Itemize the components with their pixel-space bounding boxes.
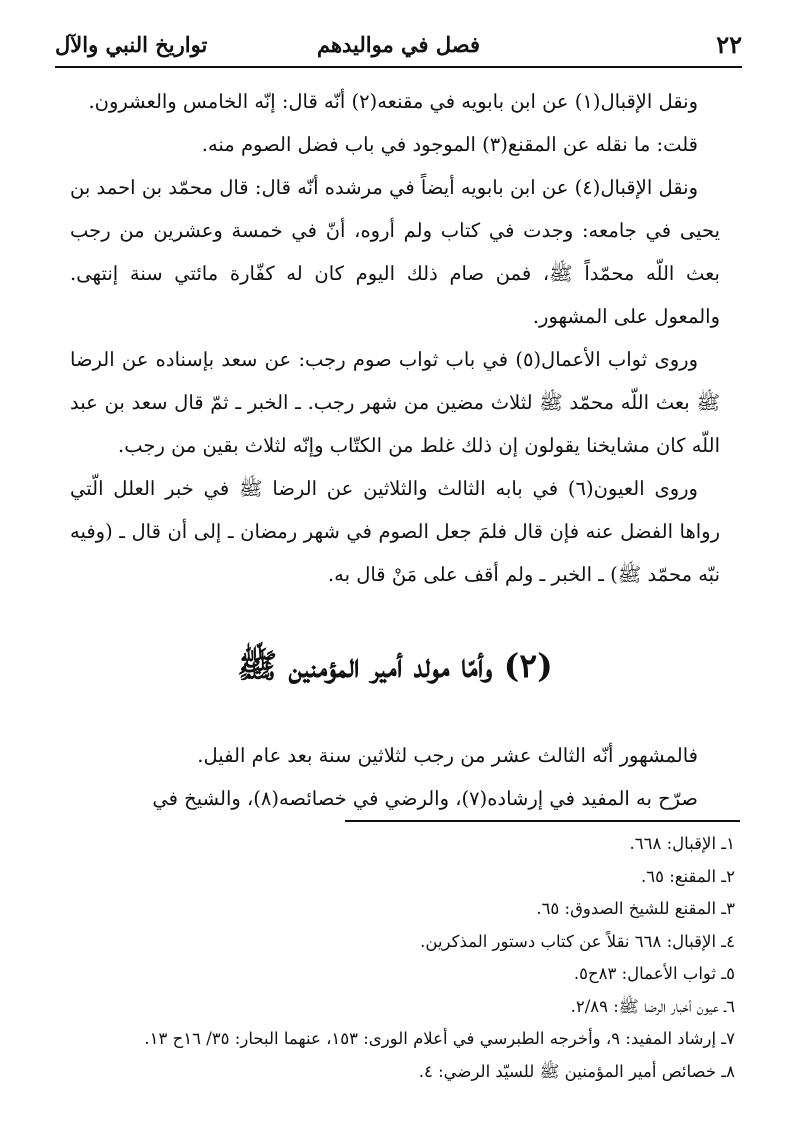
- footnote: ٧ـ إرشاد المفيد: ٩، وأخرجه الطبرسي في أعلام الورى: ١٥٣، عنهما البحار: ٣٥/ ١٦ح ١٣.: [144, 1029, 735, 1048]
- page-header: [55, 30, 742, 68]
- paragraph: ونقل الإقبال(٤) عن ابن بابويه أيضاً في مرشده أنّه قال: قال محمّد بن احمد بن يحيى في جامعه: وجدت في كتاب ولم أروه، أنّ في خمسة وعشرين من رجب بعث اللّه محمّداً ﷺ، فمن صام ذلك اليوم كان له كفّارة مائتي سنة إنتهى. والمعول على المشهور.: [70, 176, 720, 328]
- footnote: ٥ـ ثواب الأعمال: ٨٣ح٥.: [573, 964, 735, 983]
- footnote-divider: [345, 820, 740, 822]
- paragraph: فالمشهور أنّه الثالث عشر من رجب لثلاثين سنة بعد عام الفيل.: [197, 744, 698, 767]
- footnote: ١ـ الإقبال: ٦٦٨.: [629, 834, 735, 853]
- footnotes: [70, 828, 735, 1088]
- section-heading: (٢) وأمّا مولد أمير المؤمنين ﷺ: [237, 646, 553, 685]
- footnote: ٤ـ الإقبال: ٦٦٨ نقلاً عن كتاب دستور المذكرين.: [420, 931, 735, 951]
- book-title: تواريخ النبي والآل: [55, 32, 208, 57]
- paragraph: وروى العيون(٦) في بابه الثالث والثلاثين عن الرضا ﷺ في خبر العلل الّتي رواها الفضل عنه فإن قال فلمَ جعل الصوم في شهر رمضان ـ إلى أن قال ـ (وفيه نبّه محمّد ﷺ) ـ الخبر ـ ولم أقف على مَنْ قال به.: [70, 477, 720, 586]
- footnote: ٨ـ خصائص أمير المؤمنين ﷺ للسيّد الرضي: ٤.: [418, 1061, 735, 1081]
- main-text: [70, 80, 720, 820]
- footnote: ٢ـ المقنع: ٦٥.: [640, 866, 735, 886]
- paragraph: وروى ثواب الأعمال(٥) في باب ثواب صوم رجب: عن سعد بإسناده عن الرضا ﷺ بعث اللّه محمّد ﷺ لثلاث مضين من شهر رجب. ـ الخبر ـ ثمّ قال سعد بن عبد اللّه كان مشايخنا يقولون إن ذلك غلط من الكتّاب وإنّه لثلاث بقين من رجب.: [70, 348, 720, 457]
- footnote: ٦ـ عيون أخبار الرضا ﷺ: ٢/٨٩.: [570, 996, 735, 1016]
- paragraph: صرّح به المفيد في إرشاده(٧)، والرضي في خصائصه(٨)، والشيخ في: [152, 787, 698, 810]
- paragraph: قلت: ما نقله عن المقنع(٣) الموجود في باب فضل الصوم منه.: [201, 133, 698, 156]
- footnote: ٣ـ المقنع للشيخ الصدوق: ٦٥.: [536, 899, 735, 918]
- paragraph: ونقل الإقبال(١) عن ابن بابويه في مقنعه(٢) أنّه قال: إنّه الخامس والعشرون.: [88, 90, 698, 113]
- section-title: فصل في مواليدهم: [316, 32, 481, 57]
- page-number: ٢٢: [716, 30, 742, 59]
